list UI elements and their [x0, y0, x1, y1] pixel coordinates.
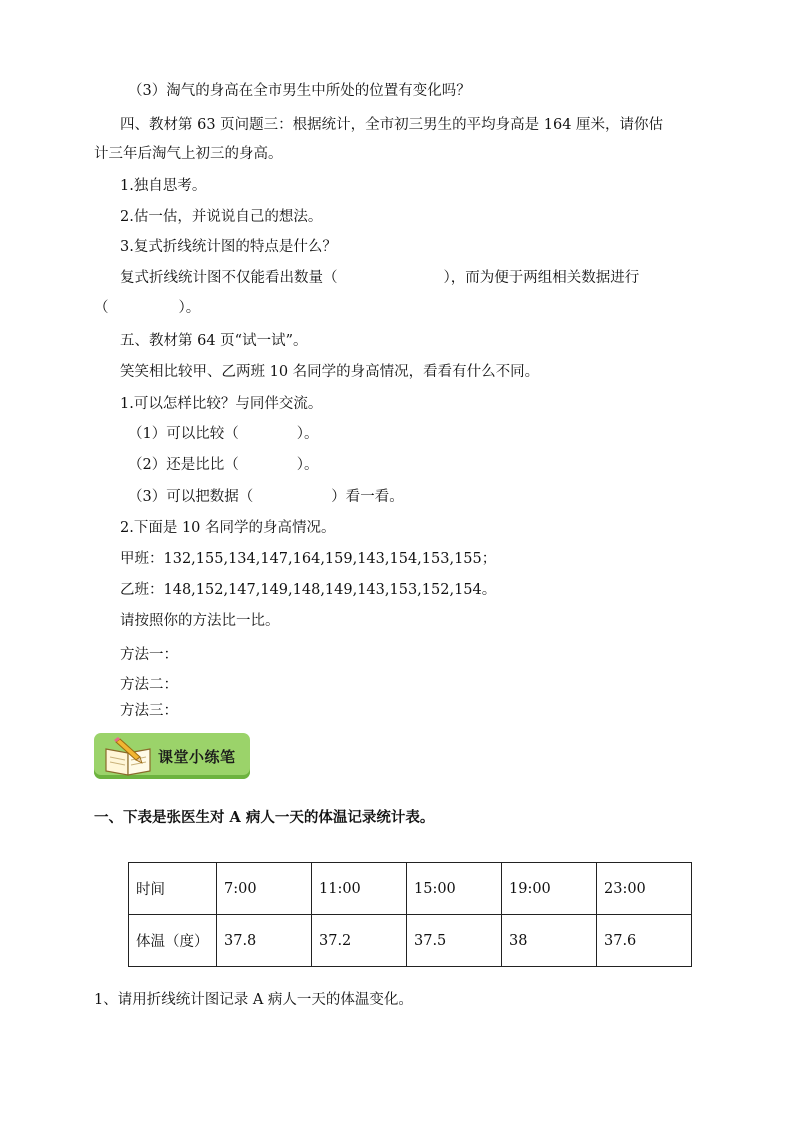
sub-question-1: [128, 424, 318, 444]
sub-question-3-suffix: ）看一看。: [331, 489, 404, 505]
sub-question-1-prefix: （1）可以比较（: [128, 426, 239, 442]
section-5-heading: 五、教材第 64 页“试一试”。: [120, 333, 308, 349]
table-cell: 23:00: [597, 863, 692, 915]
section-5-step-1: 1.可以怎样比较？与同伴交流。: [120, 396, 323, 412]
sub-question-3: [128, 487, 404, 507]
sub-question-1-suffix: ）。: [296, 426, 319, 442]
book-pencil-icon: [100, 735, 160, 779]
section-5-step-2: 2.下面是 10 名同学的身高情况。: [120, 520, 336, 536]
fill-blank-2-prefix: （: [94, 300, 109, 316]
fill-blank-2-suffix: ）。: [178, 300, 201, 316]
question-3: （3）淘气的身高在全市男生中所处的位置有变化吗？: [128, 83, 471, 99]
section-4-line-1: 四、教材第 63 页问题三：根据统计，全市初三男生的平均身高是 164 厘米，请你估: [120, 117, 664, 133]
table-header-row: [129, 863, 692, 915]
table-cell: 15:00: [407, 863, 502, 915]
table-cell: 体温（度）: [129, 915, 217, 967]
table-cell: 38: [502, 915, 597, 967]
table-cell: 11:00: [312, 863, 407, 915]
method-3-label: 方法三：: [120, 703, 178, 719]
fill-blank-1-suffix: ），而为便于两组相关数据进行: [443, 270, 640, 286]
table-cell: 时间: [129, 863, 217, 915]
table-row: [129, 915, 692, 967]
temperature-table: [128, 862, 692, 967]
sub-question-2-prefix: （2）还是比比（: [128, 457, 239, 473]
method-2-label: 方法二：: [120, 677, 178, 693]
class-a-heights: 甲班：132,155,134,147,164,159,143,154,153,155；: [120, 551, 497, 567]
table-cell: 37.8: [217, 915, 312, 967]
method-1-label: 方法一：: [120, 647, 178, 663]
section-4-step-2: 2.估一估，并说说自己的想法。: [120, 209, 323, 225]
class-b-heights: 乙班：148,152,147,149,148,149,143,153,152,154。: [120, 582, 497, 598]
fill-blank-1-prefix: 复式折线统计图不仅能看出数量（: [120, 270, 338, 286]
section-4-step-3: 3.复式折线统计图的特点是什么？: [120, 239, 337, 255]
section-4-line-2: 计三年后淘气上初三的身高。: [94, 146, 283, 162]
fill-blank-line-1: [120, 268, 639, 288]
sub-question-2-suffix: ）。: [296, 457, 319, 473]
table-cell: 37.5: [407, 915, 502, 967]
sub-question-2: [128, 455, 318, 475]
practice-banner: [94, 733, 250, 779]
exercise-heading: 一、下表是张医生对 A 病人一天的体温记录统计表。: [94, 809, 435, 826]
banner-label: 课堂小练笔: [158, 748, 236, 766]
table-cell: 7:00: [217, 863, 312, 915]
table-cell: 37.2: [312, 915, 407, 967]
sub-question-3-prefix: （3）可以把数据（: [128, 489, 254, 505]
table-cell: 19:00: [502, 863, 597, 915]
section-4-step-1: 1.独自思考。: [120, 178, 207, 194]
table-cell: 37.6: [597, 915, 692, 967]
fill-blank-line-2: [94, 298, 200, 318]
compare-instruction: 请按照你的方法比一比。: [120, 613, 280, 629]
section-5-intro: 笑笑相比较甲、乙两班 10 名同学的身高情况，看看有什么不同。: [120, 364, 540, 380]
exercise-task-1: 1、请用折线统计图记录 A 病人一天的体温变化。: [94, 992, 413, 1008]
